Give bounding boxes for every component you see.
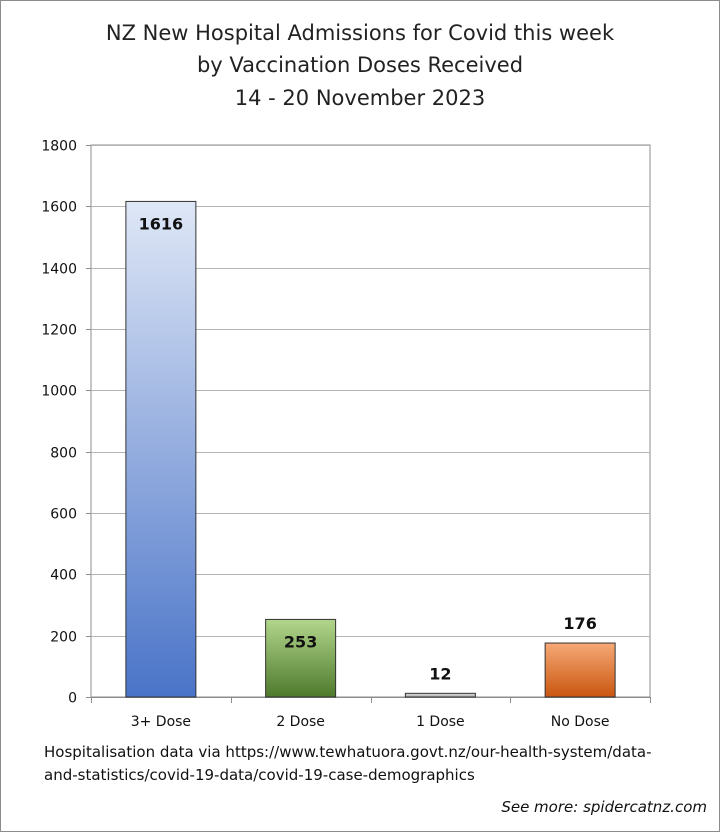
x-tick-label: 1 Dose — [416, 714, 465, 730]
y-tick-label: 800 — [50, 445, 77, 462]
x-tick-label: 2 Dose — [276, 714, 325, 730]
bar-chart — [1, 1, 719, 741]
see-more-link[interactable]: See more: spidercatnz.com — [501, 798, 707, 816]
bar-no-dose — [545, 643, 615, 697]
x-tick-label: No Dose — [550, 714, 610, 730]
bar-2-dose — [266, 619, 336, 697]
y-tick-label: 1400 — [41, 261, 77, 278]
chart-title-line-3: 14 - 20 November 2023 — [234, 86, 486, 110]
y-tick-label: 1200 — [41, 322, 77, 339]
chart-title-line-2: by Vaccination Doses Received — [196, 53, 524, 77]
x-tick-label: 3+ Dose — [130, 714, 192, 730]
y-tick-label: 600 — [50, 506, 77, 523]
y-tick-label: 1800 — [41, 138, 77, 155]
data-label: 1616 — [138, 214, 184, 234]
data-label: 253 — [283, 632, 318, 652]
y-tick-label: 1000 — [41, 383, 77, 400]
y-tick-label: 0 — [68, 690, 77, 707]
data-label: 176 — [563, 614, 597, 634]
y-tick-label: 400 — [50, 567, 77, 584]
chart-title-line-1: NZ New Hospital Admissions for Covid this week — [105, 21, 615, 45]
bar-3-dose — [126, 201, 196, 697]
source-note: Hospitalisation data via https://www.tewhatuora.govt.nz/our-health-system/data-and-statistics/covid-19-data/covid-19-case-demographics — [44, 743, 652, 784]
y-tick-label: 1600 — [41, 199, 77, 216]
y-tick-label: 200 — [50, 629, 77, 646]
data-label: 12 — [429, 664, 452, 684]
bar-1-dose — [405, 693, 475, 697]
